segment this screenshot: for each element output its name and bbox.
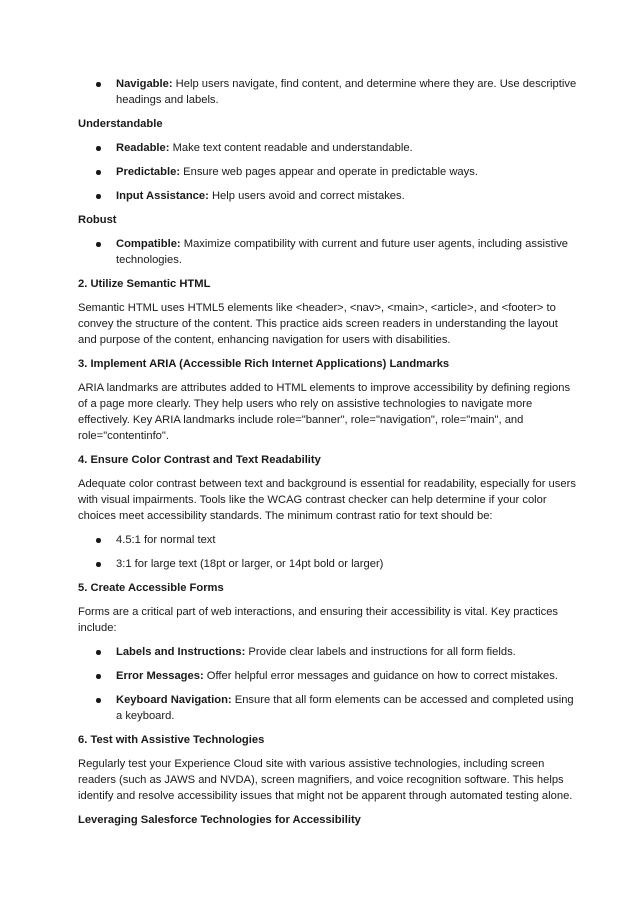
document-body: [78, 76, 578, 828]
list-item-term: Navigable:: [116, 78, 173, 90]
section-heading: 5. Create Accessible Forms: [78, 582, 224, 594]
list-item: [78, 76, 578, 108]
list-item-term: Keyboard Navigation:: [116, 694, 232, 706]
list-item-term: Predictable:: [116, 166, 181, 178]
list-item-text: Help users avoid and correct mistakes.: [208, 190, 405, 202]
section-heading: 3. Implement ARIA (Accessible Rich Internet Applications) Landmarks: [78, 358, 450, 370]
paragraph: Forms are a critical part of web interactions, and ensuring their accessibility is vital. Key practices include:: [78, 606, 559, 634]
list-item: [78, 236, 578, 268]
list-item-term: Labels and Instructions:: [116, 646, 246, 658]
bullet-list: [78, 532, 578, 572]
list-item: [78, 644, 578, 660]
bullet-icon: [96, 562, 101, 567]
list-item: [78, 692, 578, 724]
bullet-icon: [96, 538, 101, 543]
list-item: [78, 140, 578, 156]
bullet-icon: [96, 698, 101, 703]
bullet-list: [78, 140, 578, 204]
bullet-icon: [96, 146, 101, 151]
paragraph: Semantic HTML uses HTML5 elements like <header>, <nav>, <main>, <article>, and <footer> to convey the structure of the content. This practice aids screen readers in understanding the layout and purpose of the content, enhancing navigation for users with disabilities.: [78, 302, 558, 346]
bullet-list: [78, 644, 578, 724]
section-heading: Leveraging Salesforce Technologies for Accessibility: [78, 814, 361, 826]
list-item-text: Offer helpful error messages and guidance on how to correct mistakes.: [203, 670, 558, 682]
paragraph: Adequate color contrast between text and background is essential for readability, especially for users with visual impairments. Tools like the WCAG contrast checker can help determine if your color choices meet accessibility standards. The minimum contrast ratio for text should be:: [78, 478, 576, 522]
bullet-icon: [96, 170, 101, 175]
list-item-text: Ensure web pages appear and operate in predictable ways.: [180, 166, 478, 178]
bullet-icon: [96, 650, 101, 655]
section-heading: 4. Ensure Color Contrast and Text Readability: [78, 454, 321, 466]
bullet-icon: [96, 82, 101, 87]
section-heading: Robust: [78, 214, 117, 226]
list-item: [78, 164, 578, 180]
list-item-term: Compatible:: [116, 238, 181, 250]
list-item: [78, 556, 578, 572]
list-item-term: Error Messages:: [116, 670, 204, 682]
list-item-text: Maximize compatibility with current and future user agents, including assistive technologies.: [116, 238, 569, 266]
bullet-icon: [96, 242, 101, 247]
list-item: [78, 532, 578, 548]
list-item-text: Ensure that all form elements can be accessed and completed using a keyboard.: [116, 694, 574, 722]
list-item-term: Input Assistance:: [116, 190, 209, 202]
section-heading: 2. Utilize Semantic HTML: [78, 278, 211, 290]
list-item-term: Readable:: [116, 142, 170, 154]
paragraph: Regularly test your Experience Cloud site with various assistive technologies, including screen readers (such as JAWS and NVDA), screen magnifiers, and voice recognition software. This helps identify and resolve accessibility issues that might not be apparent through automated testing alone.: [78, 758, 573, 802]
list-item-text: 4.5:1 for normal text: [116, 534, 216, 546]
list-item-text: Provide clear labels and instructions for all form fields.: [245, 646, 516, 658]
list-item: [78, 188, 578, 204]
list-item-text: Help users navigate, find content, and determine where they are. Use descriptive headings and labels.: [116, 78, 577, 106]
list-item: [78, 668, 578, 684]
bullet-list: [78, 76, 578, 108]
bullet-icon: [96, 674, 101, 679]
section-heading: Understandable: [78, 118, 163, 130]
bullet-icon: [96, 194, 101, 199]
paragraph: ARIA landmarks are attributes added to HTML elements to improve accessibility by defining regions of a page more clearly. They help users who rely on assistive technologies to navigate more effectively. Key ARIA landmarks include role="banner", role="navigation", role="main", and role="contentinfo".: [78, 382, 571, 442]
bullet-list: [78, 236, 578, 268]
list-item-text: 3:1 for large text (18pt or larger, or 14pt bold or larger): [116, 558, 384, 570]
section-heading: 6. Test with Assistive Technologies: [78, 734, 265, 746]
list-item-text: Make text content readable and understandable.: [169, 142, 413, 154]
